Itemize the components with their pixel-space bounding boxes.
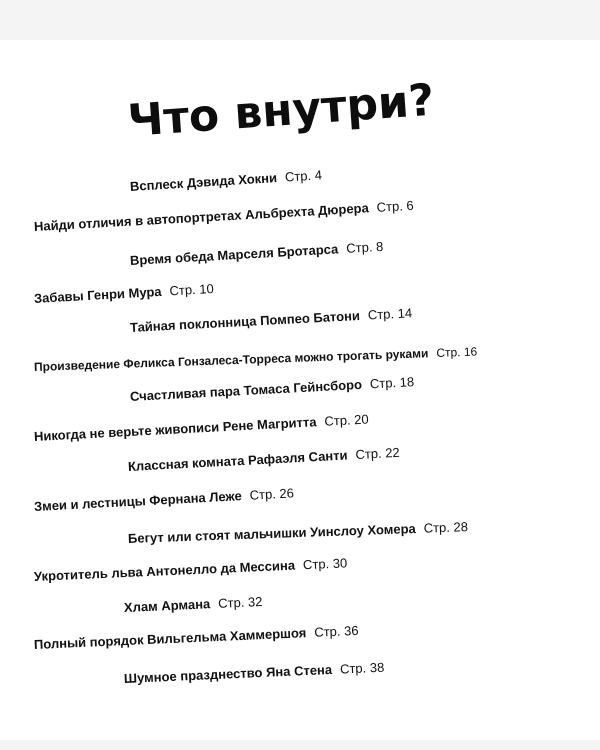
toc-entry-page: Стр. 22 bbox=[355, 444, 401, 463]
toc-entry-title: Найди отличия в автопортретах Альбрехта Дюрера bbox=[33, 200, 370, 234]
toc-entry-title: Всплеск Дэвида Хокни bbox=[129, 170, 278, 194]
toc-entry-page: Стр. 30 bbox=[302, 555, 348, 573]
toc-entry-page: Стр. 6 bbox=[376, 197, 415, 215]
toc-entry-page: Стр. 18 bbox=[369, 374, 415, 392]
toc-entry-page: Стр. 8 bbox=[345, 238, 384, 256]
toc-entry-page: Стр. 4 bbox=[284, 167, 323, 185]
toc-entry-page: Стр. 36 bbox=[313, 622, 359, 640]
page-title: Что внутри? bbox=[126, 74, 436, 147]
toc-entry-title: Никогда не верьте живописи Рене Магритта bbox=[33, 414, 317, 444]
toc-entry-title: Классная комната Рафаэля Санти bbox=[127, 447, 348, 474]
page-top-margin bbox=[0, 0, 600, 40]
toc-entry-title: Шумное празднество Яна Стена bbox=[123, 661, 333, 686]
toc-entry-page: Стр. 16 bbox=[436, 344, 478, 360]
toc-entry-title: Бегут или стоят мальчишки Уинслоу Хомера bbox=[127, 520, 416, 546]
toc-entry-title: Змеи и лестницы Фернана Леже bbox=[33, 488, 243, 514]
toc-entry-title: Полный порядок Вильгельма Хаммершоя bbox=[33, 625, 307, 652]
toc-entry-title: Произведение Феликса Гонзалеса-Торреса можно трогать руками bbox=[33, 346, 429, 374]
toc-entry-title: Время обеда Марселя Бротарса bbox=[129, 241, 339, 268]
toc-entry-title: Забавы Генри Мура bbox=[33, 283, 162, 306]
page-bottom-margin bbox=[0, 740, 600, 750]
toc-entry-title: Хлам Армана bbox=[123, 596, 211, 615]
toc-entry-page: Стр. 32 bbox=[217, 593, 263, 611]
toc-entry-page: Стр. 26 bbox=[249, 485, 295, 503]
toc-entry-title: Счастливая пара Томаса Гейнсборо bbox=[129, 376, 363, 404]
toc-entry-page: Стр. 10 bbox=[169, 280, 215, 299]
toc-entry-page: Стр. 20 bbox=[324, 411, 370, 429]
toc-entry-page: Стр. 28 bbox=[423, 519, 469, 536]
toc-entry-page: Стр. 38 bbox=[339, 659, 385, 677]
toc-entry-title: Укротитель льва Антонелло да Мессина bbox=[33, 557, 296, 584]
toc-entry-title: Тайная поклонница Помпео Батони bbox=[129, 307, 361, 335]
toc-entry-page: Стр. 14 bbox=[367, 305, 413, 323]
